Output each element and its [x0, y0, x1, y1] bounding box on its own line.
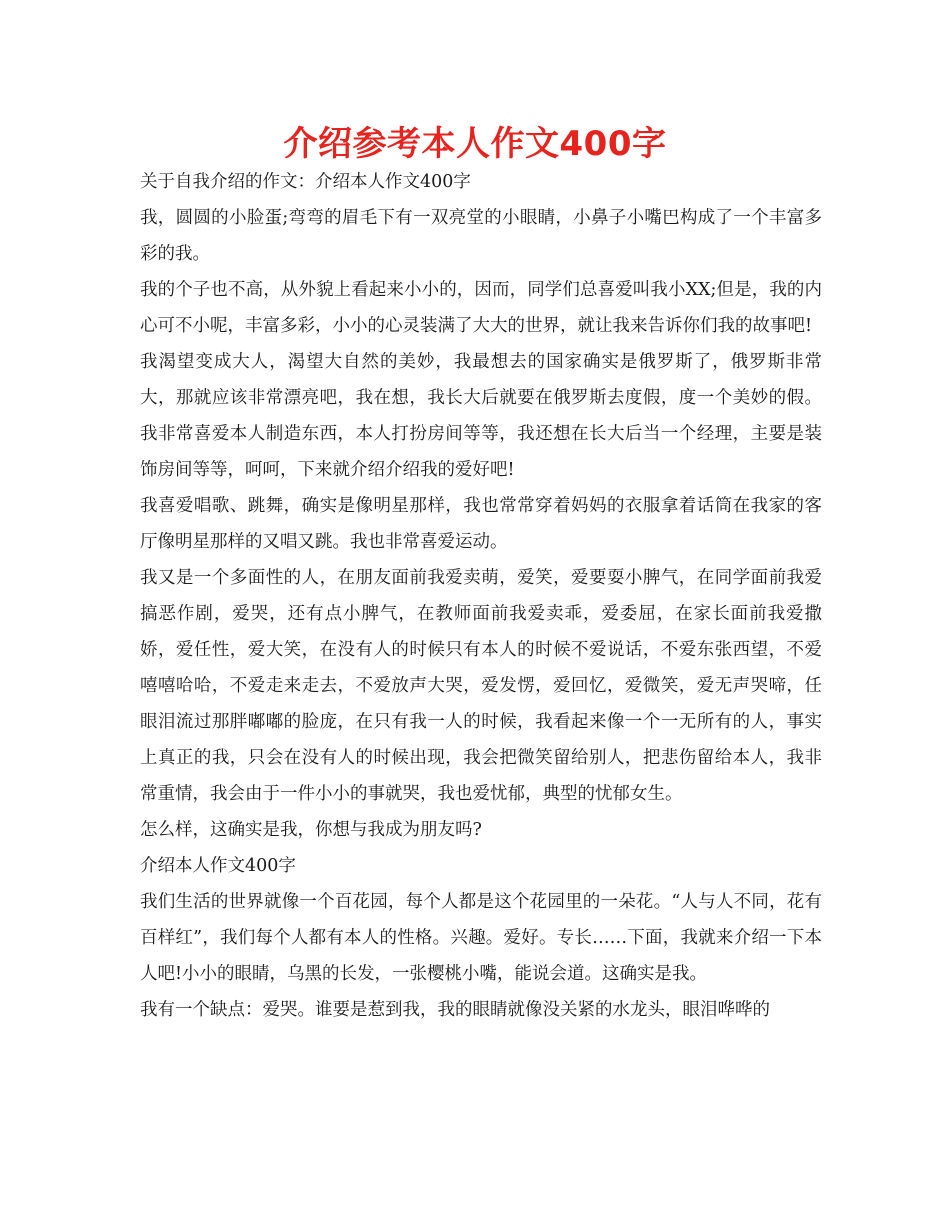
- paragraph-4: 我渴望变成大人，渴望大自然的美妙，我最想去的国家确实是俄罗斯了，俄罗斯非常大，那就应该非常漂亮吧，我在想，我长大后就要在俄罗斯去度假，度一个美妙的假。我非常喜爱本人制造东西，本人打扮房间等等，我还想在长大后当一个经理，主要是装饰房间等等，呵呵，下来就介绍介绍我的爱好吧!: [140, 352, 822, 480]
- paragraph-1: 关于自我介绍的作文：介绍本人作文400字: [140, 172, 471, 192]
- paragraph-10: 我有一个缺点：爱哭。谁要是惹到我，我的眼睛就像没关紧的水龙头，眼泪哗哗的: [140, 1000, 770, 1020]
- paragraph-6: 我又是一个多面性的人，在朋友面前我爱卖萌，爱笑，爱要耍小脾气，在同学面前我爱搞恶作剧，爱哭，还有点小脾气，在教师面前我爱卖乖，爱委屈，在家长面前我爱撒娇，爱任性，爱大笑，在没有人的时候只有本人的时候不爱说话，不爱东张西望，不爱嘻嘻哈哈，不爱走来走去，不爱放声大哭，爱发愣，爱回忆，爱微笑，爱无声哭啼，任眼泪流过那胖嘟嘟的脸庞，在只有我一人的时候，我看起来像一个一无所有的人，事实上真正的我，只会在没有人的时候出现，我会把微笑留给别人，把悲伤留给本人，我非常重情，我会由于一件小小的事就哭，我也爱忧郁，典型的忧郁女生。: [140, 568, 822, 804]
- paragraph-9: 我们生活的世界就像一个百花园，每个人都是这个花园里的一朵花。“人与人不同，花有百样红”，我们每个人都有本人的性格。兴趣。爱好。专长……下面，我就来介绍一下本人吧!小小的眼睛，乌黑的长发，一张樱桃小嘴，能说会道。这确实是我。: [140, 892, 822, 984]
- paragraph-2: 我，圆圆的小脸蛋;弯弯的眉毛下有一双亮堂的小眼睛，小鼻子小嘴巴构成了一个丰富多彩的我。: [140, 208, 822, 264]
- paragraph-8: 介绍本人作文400字: [140, 856, 296, 876]
- paragraph-5: 我喜爱唱歌、跳舞，确实是像明星那样，我也常常穿着妈妈的衣服拿着话筒在我家的客厅像明星那样的又唱又跳。我也非常喜爱运动。: [140, 496, 822, 552]
- paragraph-3: 我的个子也不高，从外貌上看起来小小的，因而，同学们总喜爱叫我小XX;但是，我的内心可不小呢，丰富多彩，小小的心灵装满了大大的世界，就让我来告诉你们我的故事吧!: [140, 280, 822, 336]
- document-title: 介绍参考本人作文400字: [283, 124, 667, 164]
- document-body: [140, 164, 822, 1028]
- paragraph-7: 怎么样，这确实是我，你想与我成为朋友吗?: [140, 820, 482, 840]
